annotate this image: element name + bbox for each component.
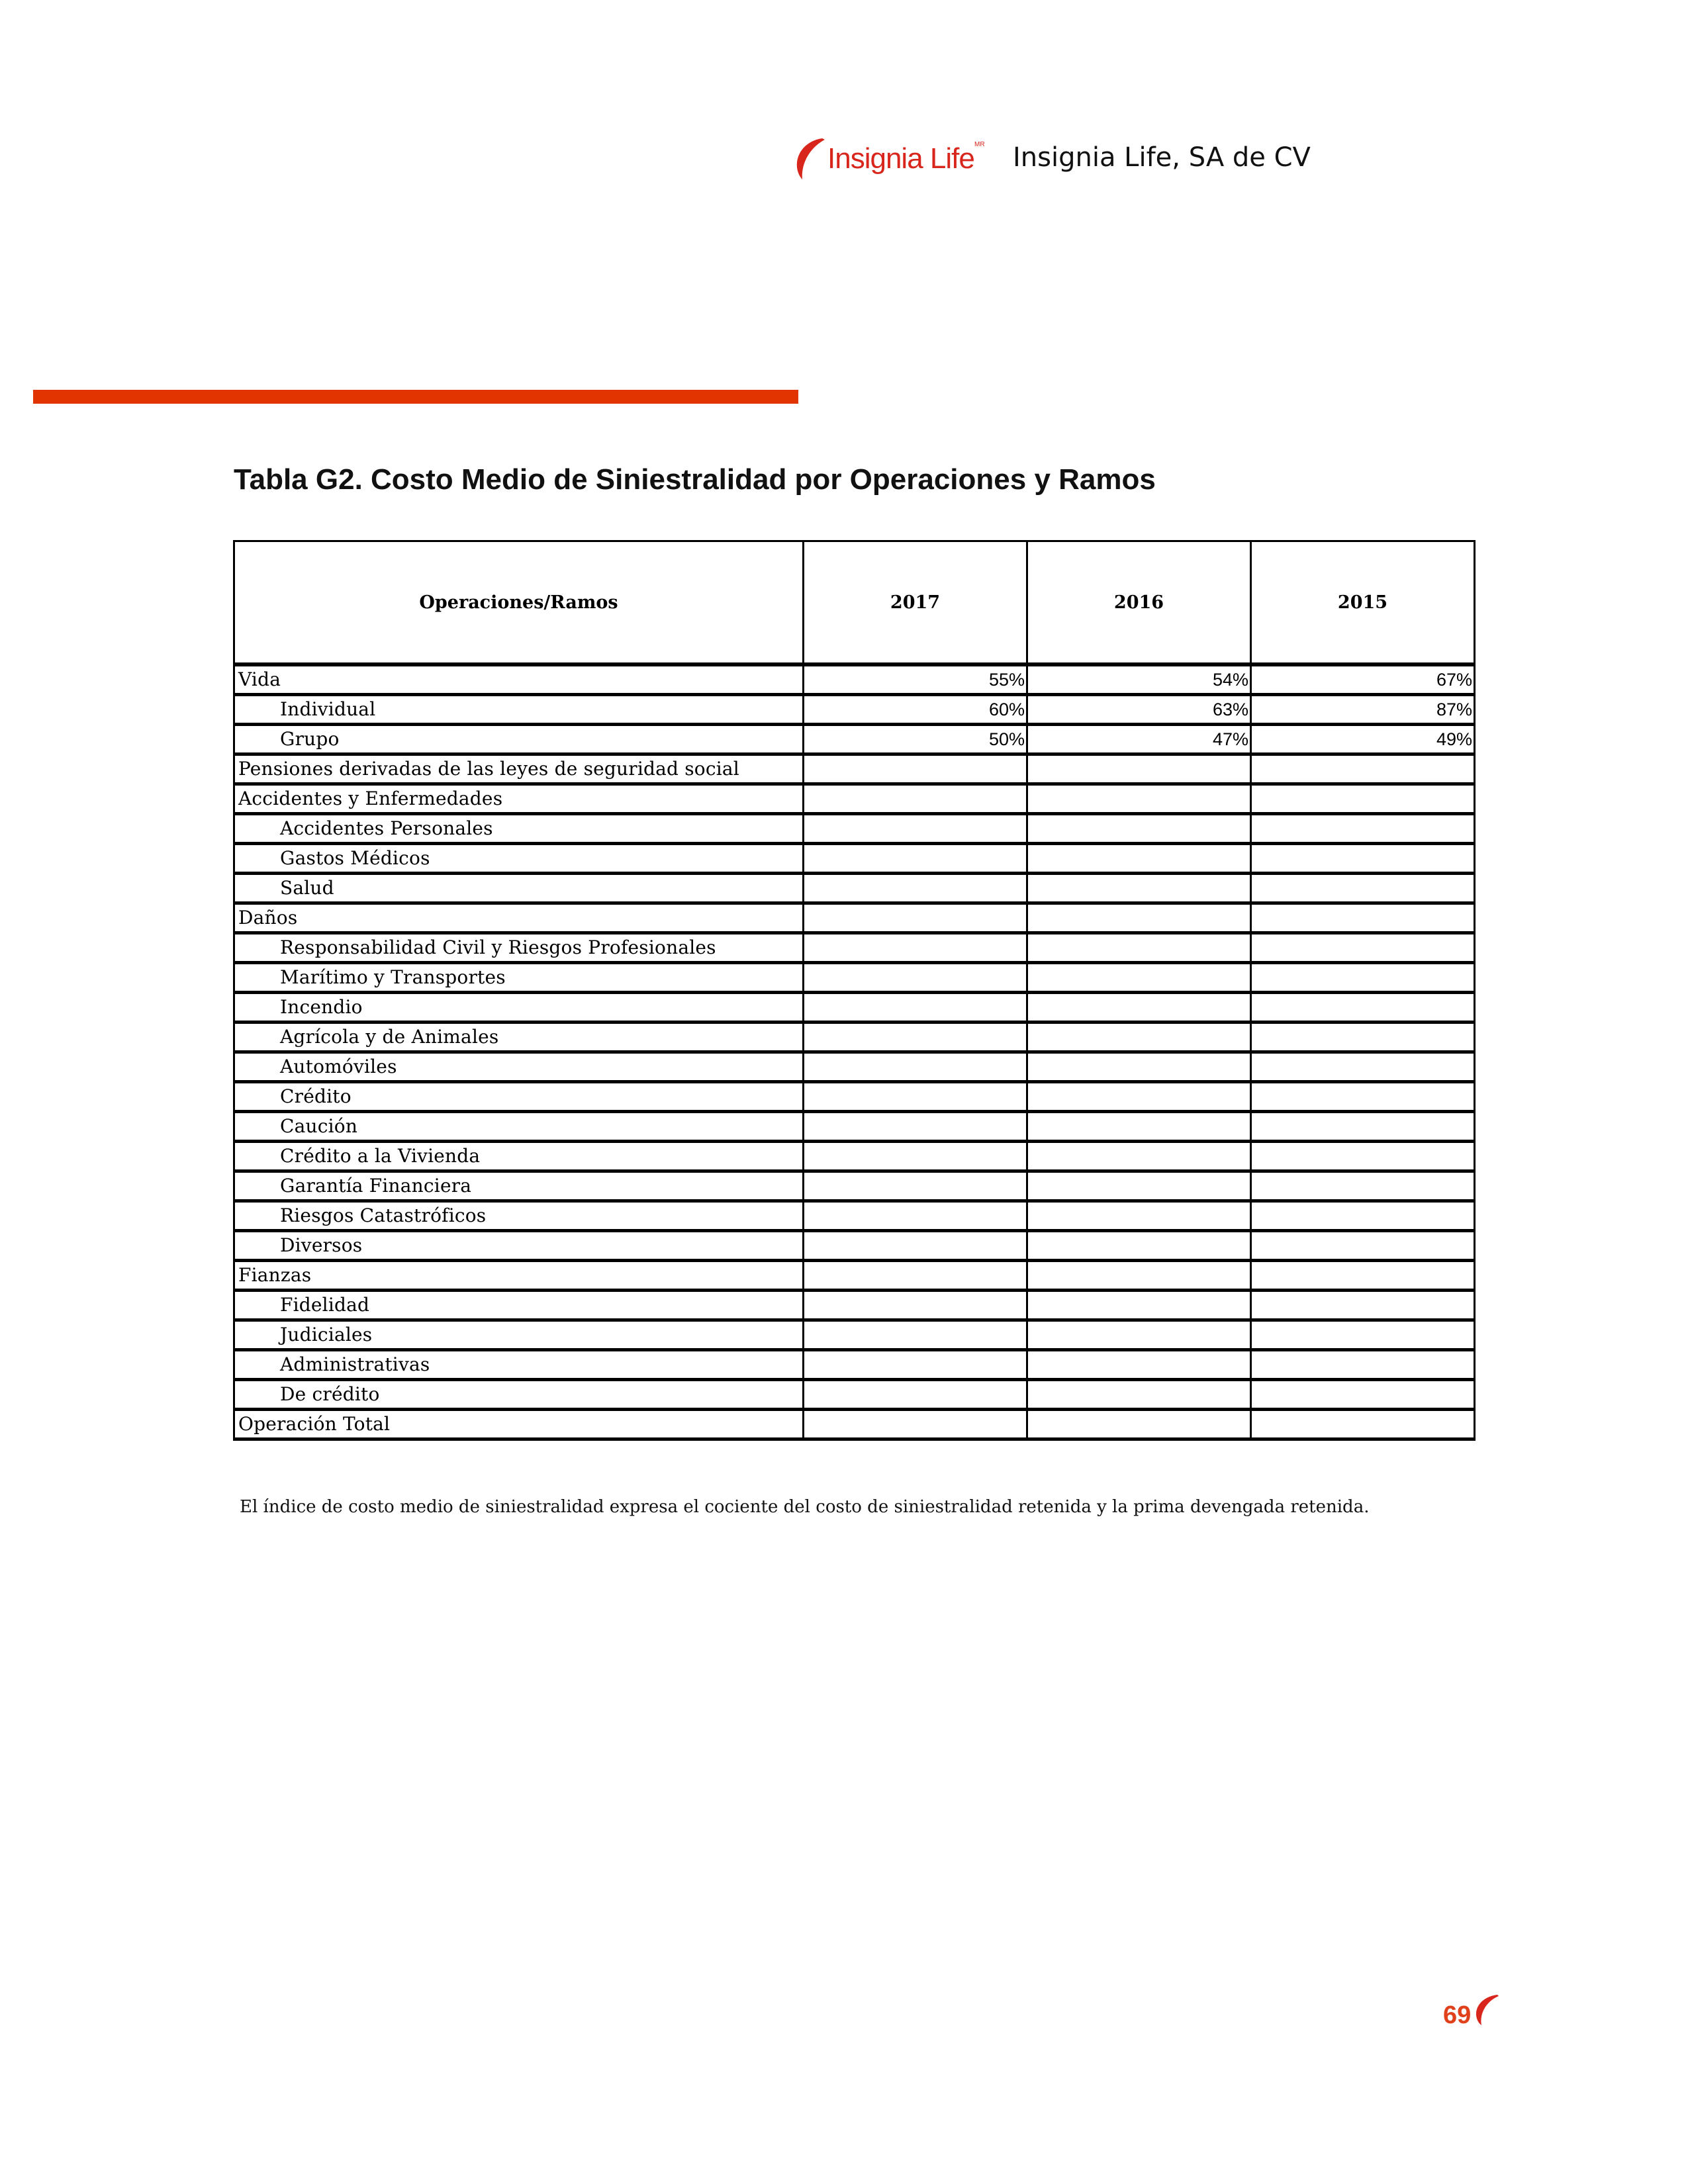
crescent-footer-icon <box>1474 1994 1500 2026</box>
cell-2015 <box>1251 933 1475 963</box>
cell-2016 <box>1027 1112 1251 1142</box>
column-header-2015: 2015 <box>1251 541 1475 665</box>
cell-2015 <box>1251 1380 1475 1410</box>
table-row <box>234 844 1475 874</box>
table-row <box>234 725 1475 754</box>
cell-2017 <box>804 1171 1027 1201</box>
cell-2015 <box>1251 1023 1475 1052</box>
cell-2015 <box>1251 784 1475 814</box>
cell-2015 <box>1251 903 1475 933</box>
table-row <box>234 1082 1475 1112</box>
table-row <box>234 1231 1475 1261</box>
cell-2015 <box>1251 874 1475 903</box>
table-row <box>234 1171 1475 1201</box>
row-label: Crédito a la Vivienda <box>234 1142 804 1171</box>
table-row <box>234 784 1475 814</box>
cell-2017 <box>804 1201 1027 1231</box>
cell-2017 <box>804 1261 1027 1291</box>
cell-2017 <box>804 993 1027 1023</box>
cell-2017 <box>804 1320 1027 1350</box>
cell-2017 <box>804 963 1027 993</box>
cell-2015 <box>1251 1350 1475 1380</box>
cell-2016 <box>1027 963 1251 993</box>
cell-2016 <box>1027 1350 1251 1380</box>
table-row <box>234 1291 1475 1320</box>
row-label: Riesgos Catastróficos <box>234 1201 804 1231</box>
cell-2017: 55% <box>804 664 1027 695</box>
row-label: Vida <box>234 664 804 695</box>
cell-2016 <box>1027 1201 1251 1231</box>
cell-2017 <box>804 903 1027 933</box>
cell-2016 <box>1027 1052 1251 1082</box>
cell-2017 <box>804 1023 1027 1052</box>
cell-2016 <box>1027 1023 1251 1052</box>
cell-2016 <box>1027 903 1251 933</box>
row-label: Agrícola y de Animales <box>234 1023 804 1052</box>
cell-2017: 60% <box>804 695 1027 725</box>
table-row <box>234 1112 1475 1142</box>
table-row <box>234 664 1475 695</box>
cell-2015 <box>1251 1320 1475 1350</box>
cell-2016: 63% <box>1027 695 1251 725</box>
row-label: Fidelidad <box>234 1291 804 1320</box>
cell-2017 <box>804 1142 1027 1171</box>
cell-2015 <box>1251 1171 1475 1201</box>
table-footnote: El índice de costo medio de siniestralidad expresa el cociente del costo de siniestralidad retenida y la prima devengada retenida. <box>240 1497 1370 1517</box>
cell-2015 <box>1251 844 1475 874</box>
cell-2016 <box>1027 1380 1251 1410</box>
cell-2017 <box>804 844 1027 874</box>
row-label: Grupo <box>234 725 804 754</box>
cell-2016 <box>1027 1261 1251 1291</box>
table-row <box>234 874 1475 903</box>
cell-2016: 47% <box>1027 725 1251 754</box>
cell-2015 <box>1251 1261 1475 1291</box>
cell-2016 <box>1027 1171 1251 1201</box>
column-header-operaciones: Operaciones/Ramos <box>234 541 804 665</box>
cell-2015 <box>1251 993 1475 1023</box>
cell-2016 <box>1027 844 1251 874</box>
cell-2017 <box>804 933 1027 963</box>
crescent-logo-icon <box>793 137 830 181</box>
row-label: Caución <box>234 1112 804 1142</box>
row-label: Gastos Médicos <box>234 844 804 874</box>
cell-2016 <box>1027 814 1251 844</box>
row-label: Diversos <box>234 1231 804 1261</box>
cell-2017: 50% <box>804 725 1027 754</box>
column-header-2016: 2016 <box>1027 541 1251 665</box>
row-label: Salud <box>234 874 804 903</box>
siniestralidad-table <box>233 540 1476 1441</box>
cell-2017 <box>804 874 1027 903</box>
table-row <box>234 1201 1475 1231</box>
row-label: Responsabilidad Civil y Riesgos Profesionales <box>234 933 804 963</box>
logo-wordmark: Insignia Life <box>827 142 974 175</box>
table-row <box>234 1410 1475 1439</box>
table-row <box>234 814 1475 844</box>
cell-2017 <box>804 1112 1027 1142</box>
row-label: Fianzas <box>234 1261 804 1291</box>
table-row <box>234 1320 1475 1350</box>
logo-trademark: MR <box>974 141 985 148</box>
accent-bar <box>33 390 798 404</box>
table-row <box>234 754 1475 784</box>
row-label: Marítimo y Transportes <box>234 963 804 993</box>
cell-2015 <box>1251 1231 1475 1261</box>
row-label: Pensiones derivadas de las leyes de seguridad social <box>234 754 804 784</box>
cell-2016 <box>1027 1082 1251 1112</box>
insignia-life-logo <box>793 136 992 182</box>
cell-2016 <box>1027 933 1251 963</box>
table-row <box>234 903 1475 933</box>
row-label: Crédito <box>234 1082 804 1112</box>
table-row <box>234 963 1475 993</box>
table-row <box>234 695 1475 725</box>
column-header-2017: 2017 <box>804 541 1027 665</box>
row-label: Judiciales <box>234 1320 804 1350</box>
table-row <box>234 1350 1475 1380</box>
row-label: Individual <box>234 695 804 725</box>
row-label: Incendio <box>234 993 804 1023</box>
cell-2017 <box>804 1350 1027 1380</box>
cell-2016 <box>1027 993 1251 1023</box>
row-label: Accidentes y Enfermedades <box>234 784 804 814</box>
cell-2015 <box>1251 1082 1475 1112</box>
cell-2017 <box>804 1052 1027 1082</box>
cell-2015 <box>1251 754 1475 784</box>
cell-2015 <box>1251 1201 1475 1231</box>
cell-2017 <box>804 784 1027 814</box>
table-row <box>234 993 1475 1023</box>
cell-2015 <box>1251 1112 1475 1142</box>
table-row <box>234 1261 1475 1291</box>
cell-2015 <box>1251 1142 1475 1171</box>
table-row <box>234 1052 1475 1082</box>
cell-2017 <box>804 754 1027 784</box>
row-label: Accidentes Personales <box>234 814 804 844</box>
table-title: Tabla G2. Costo Medio de Siniestralidad por Operaciones y Ramos <box>234 463 1156 496</box>
table-row <box>234 1380 1475 1410</box>
cell-2016 <box>1027 754 1251 784</box>
row-label: Daños <box>234 903 804 933</box>
cell-2015: 67% <box>1251 664 1475 695</box>
cell-2017 <box>804 1380 1027 1410</box>
page-number: 69 <box>1443 2001 1472 2029</box>
cell-2015 <box>1251 963 1475 993</box>
cell-2015 <box>1251 1410 1475 1439</box>
cell-2016 <box>1027 874 1251 903</box>
cell-2015: 49% <box>1251 725 1475 754</box>
row-label: De crédito <box>234 1380 804 1410</box>
cell-2015: 87% <box>1251 695 1475 725</box>
cell-2017 <box>804 1231 1027 1261</box>
table-header-row <box>234 541 1475 665</box>
cell-2016 <box>1027 1291 1251 1320</box>
cell-2015 <box>1251 1052 1475 1082</box>
cell-2015 <box>1251 1291 1475 1320</box>
cell-2017 <box>804 1410 1027 1439</box>
table-row <box>234 1023 1475 1052</box>
row-label: Garantía Financiera <box>234 1171 804 1201</box>
cell-2016 <box>1027 784 1251 814</box>
company-name: Insignia Life, SA de CV <box>1013 142 1311 173</box>
cell-2016 <box>1027 1410 1251 1439</box>
cell-2017 <box>804 1291 1027 1320</box>
row-label: Operación Total <box>234 1410 804 1439</box>
cell-2016 <box>1027 1142 1251 1171</box>
cell-2015 <box>1251 814 1475 844</box>
table-body <box>234 664 1475 1439</box>
cell-2016: 54% <box>1027 664 1251 695</box>
cell-2016 <box>1027 1320 1251 1350</box>
cell-2016 <box>1027 1231 1251 1261</box>
cell-2017 <box>804 1082 1027 1112</box>
cell-2017 <box>804 814 1027 844</box>
table-row <box>234 1142 1475 1171</box>
row-label: Automóviles <box>234 1052 804 1082</box>
row-label: Administrativas <box>234 1350 804 1380</box>
table-row <box>234 933 1475 963</box>
